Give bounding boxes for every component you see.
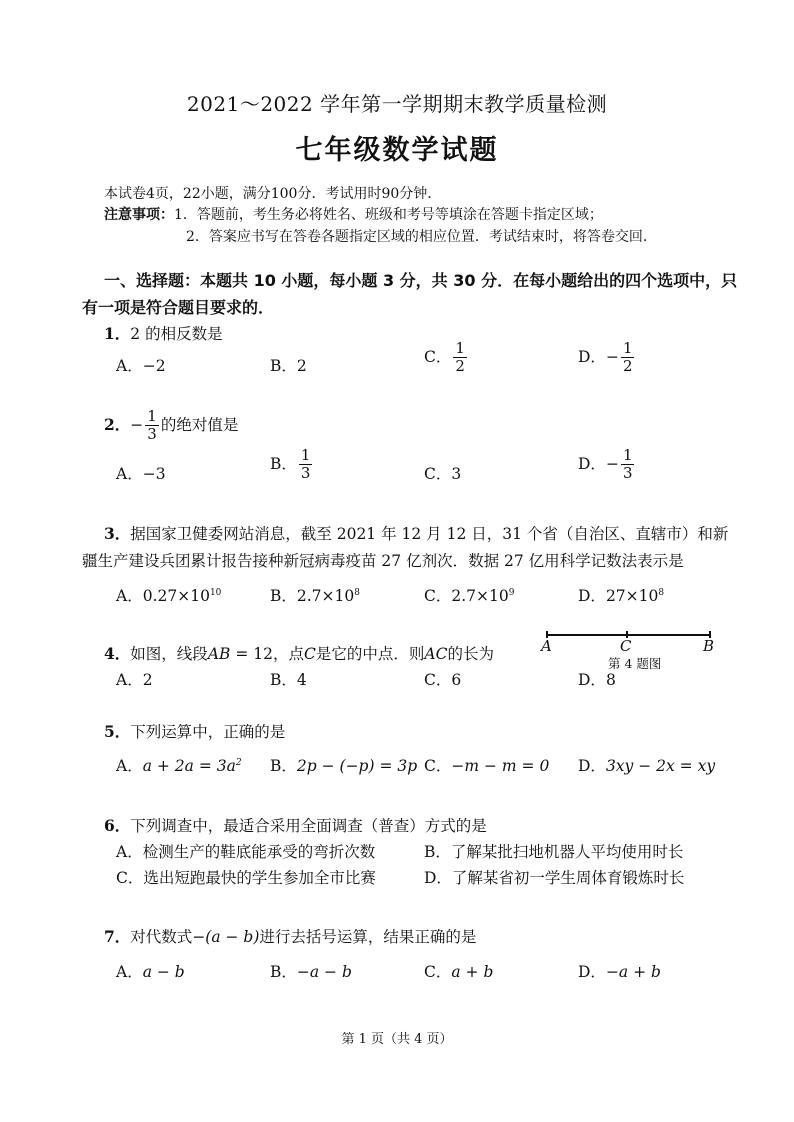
- question-number: 4．: [104, 644, 131, 663]
- fraction: $\frac{1}{2}$: [455, 339, 465, 376]
- page-footer: 第 1 页（共 4 页）: [341, 1032, 453, 1047]
- question-text: 2 的相反数是: [130, 325, 223, 343]
- exam-subject-title: 七年级数学试题: [295, 135, 499, 166]
- q7-option-d: D．−a + b: [578, 963, 661, 981]
- q6-option-a: A．检测生产的鞋底能承受的弯折次数: [116, 843, 376, 861]
- question-2-stem: 2．− $\frac{1}{3}$ 的绝对值是: [104, 407, 239, 444]
- q3-option-d: D．$27\times 10^8$: [578, 587, 665, 605]
- q5-option-c: C．−m − m = 0: [424, 757, 550, 775]
- q6-option-c: C．选出短跑最快的学生参加全市比赛: [116, 869, 376, 887]
- q4-option-a: A．2: [116, 671, 153, 689]
- q1-option-b: B．2: [270, 357, 307, 375]
- question-number: 1．: [104, 324, 131, 343]
- q4-option-d: D．8: [578, 671, 616, 689]
- question-number: 6．: [104, 816, 131, 835]
- q2-option-b: B． $\frac{1}{3}$: [270, 446, 311, 483]
- exam-header-title: 2021～2022 学年第一学期期末教学质量检测: [186, 92, 608, 116]
- q7-option-b: B．−a − b: [270, 963, 352, 981]
- q3-option-a: A．$0.27\times 10^{10}$: [116, 587, 222, 605]
- question-number: 7．: [104, 927, 131, 946]
- q1-option-d: D．− $\frac{1}{2}$: [578, 339, 633, 376]
- question-3-stem-line2: 疆生产建设兵团累计报告接种新冠病毒疫苗 27 亿剂次．数据 27 亿用科学记数法表示是: [82, 552, 684, 570]
- q2-option-c: C．3: [424, 465, 462, 483]
- q5-option-b: B．2p − (−p) = 3p: [270, 757, 418, 775]
- q3-option-c: C．$2.7\times 10^9$: [424, 587, 515, 605]
- q3-option-b: B．$2.7\times 10^8$: [270, 587, 360, 605]
- section-heading-line1: 一、选择题：本题共 10 小题，每小题 3 分，共 30 分．在每小题给出的四个选项中，只: [104, 271, 738, 290]
- question-number: 5．: [104, 722, 131, 741]
- q2-option-a: A．−3: [116, 465, 166, 483]
- q7-option-a: A．a − b: [116, 963, 185, 981]
- fraction: $\frac{1}{3}$: [147, 407, 157, 444]
- question-text: 的绝对值是: [160, 415, 239, 434]
- question-number: 2．: [104, 414, 131, 434]
- q7-option-c: C．a + b: [424, 963, 494, 981]
- notice-label: 注意事项：: [104, 207, 174, 223]
- exam-intro-line: 本试卷4页，22小题，满分100分．考试用时90分钟．: [104, 186, 442, 202]
- q4-option-b: B．4: [270, 671, 307, 689]
- q1-option-c: C． $\frac{1}{2}$: [424, 339, 465, 376]
- notice-item-1: 1．答题前，考生务必将姓名、班级和考号等填涂在答题卡指定区域；: [174, 207, 603, 223]
- point-c-label: C: [620, 637, 632, 655]
- fraction: $\frac{1}{3}$: [300, 446, 311, 483]
- segment-ab-line: [546, 634, 711, 636]
- q6-option-b: B．了解某批扫地机器人平均使用时长: [424, 843, 684, 861]
- question-number: 3．: [104, 524, 131, 543]
- question-4-stem: 4．如图，线段AB = 12，点C是它的中点．则AC的长为: [104, 644, 494, 663]
- question-3-stem-line1: 3．据国家卫健委网站消息，截至 2021 年 12 月 12 日，31 个省（自治区、直辖市）和新: [104, 524, 729, 543]
- q6-option-d: D．了解某省初一学生周体育锻炼时长: [424, 869, 685, 887]
- question-6-stem: 6．下列调查中，最适合采用全面调查（普查）方式的是: [104, 816, 487, 835]
- figure-caption: 第 4 题图: [608, 656, 662, 671]
- question-5-stem: 5．下列运算中，正确的是: [104, 722, 286, 741]
- q2-option-d: D．− $\frac{1}{3}$: [578, 446, 633, 483]
- q5-option-a: A．$a + 2a = 3a^2$: [116, 757, 242, 775]
- section-heading-line2: 有一项是符合题目要求的．: [82, 298, 275, 317]
- point-a-label: A: [541, 637, 552, 655]
- q4-option-c: C．6: [424, 671, 462, 689]
- question-7-stem: 7．对代数式−(a − b)进行去括号运算，结果正确的是: [104, 927, 477, 946]
- point-b-label: B: [703, 637, 715, 655]
- fraction: $\frac{1}{2}$: [622, 339, 633, 376]
- q1-option-a: A．−2: [116, 357, 166, 375]
- fraction: $\frac{1}{3}$: [622, 446, 633, 483]
- q5-option-d: D．3xy − 2x = xy: [578, 757, 716, 775]
- question-1-stem: [104, 322, 223, 344]
- notice-block: [104, 204, 603, 224]
- notice-item-2: 2．答案应书写在答卷各题指定区域的相应位置．考试结束时，将答卷交回．: [186, 229, 657, 245]
